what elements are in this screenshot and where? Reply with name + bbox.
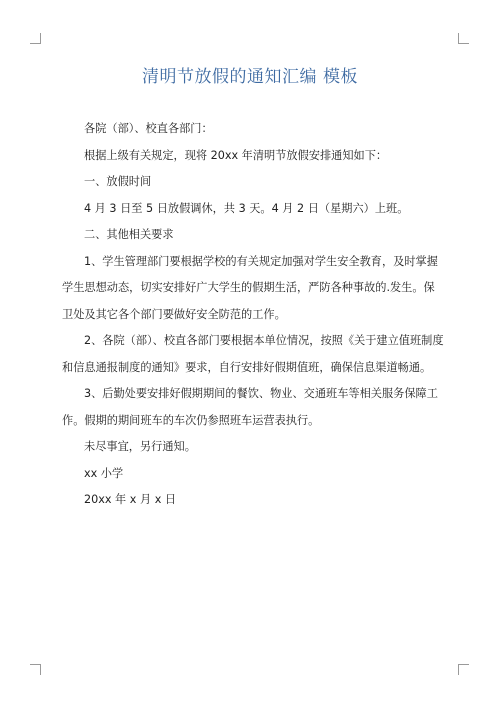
crop-mark-bottom-right [458, 664, 469, 675]
holiday-time-paragraph: 4 月 3 日至 5 日放假调休，共 3 天。4 月 2 日（星期六）上班。 [84, 201, 409, 215]
salutation: 各院（部）、校直各部门： [84, 122, 213, 135]
crop-mark-top-left [30, 33, 41, 44]
requirement-3-paragraph: 3、后勤处要安排好假期期间的餐饮、物业、交通班车等相关服务保障工作。假期的期间班车的车次仍参照班车运营表执行。 [62, 387, 438, 427]
signature-date: 20xx 年 x 月 x 日 [84, 493, 177, 506]
signature-school: xx 小学 [84, 466, 124, 480]
requirement-2-paragraph: 2、各院（部）、校直各部门要根据本单位情况，按照《关于建立值班制度和信息通报制度的通知》要求，自行安排好假期值班，确保信息渠道畅通。 [62, 334, 444, 374]
crop-mark-bottom-left [30, 664, 41, 675]
document-body [62, 116, 445, 514]
crop-mark-top-right [458, 33, 469, 44]
section-heading-holiday-time: 一、放假时间 [84, 175, 152, 188]
requirement-1-paragraph: 1、学生管理部门要根据学校的有关规定加强对学生安全教育，及时掌握学生思想动态，切实安排好广大学生的假期生活，严防各种事故的.发生。保卫处及其它各个部门要做好安全防范的工作。 [62, 254, 438, 321]
document-title: 清明节放假的通知汇编 模板 [142, 67, 358, 87]
section-heading-other-requirements: 二、其他相关要求 [84, 228, 174, 241]
intro-paragraph: 根据上级有关规定，现将 20xx 年清明节放假安排通知如下： [84, 148, 388, 162]
closing-paragraph: 未尽事宜，另行通知。 [84, 440, 196, 453]
